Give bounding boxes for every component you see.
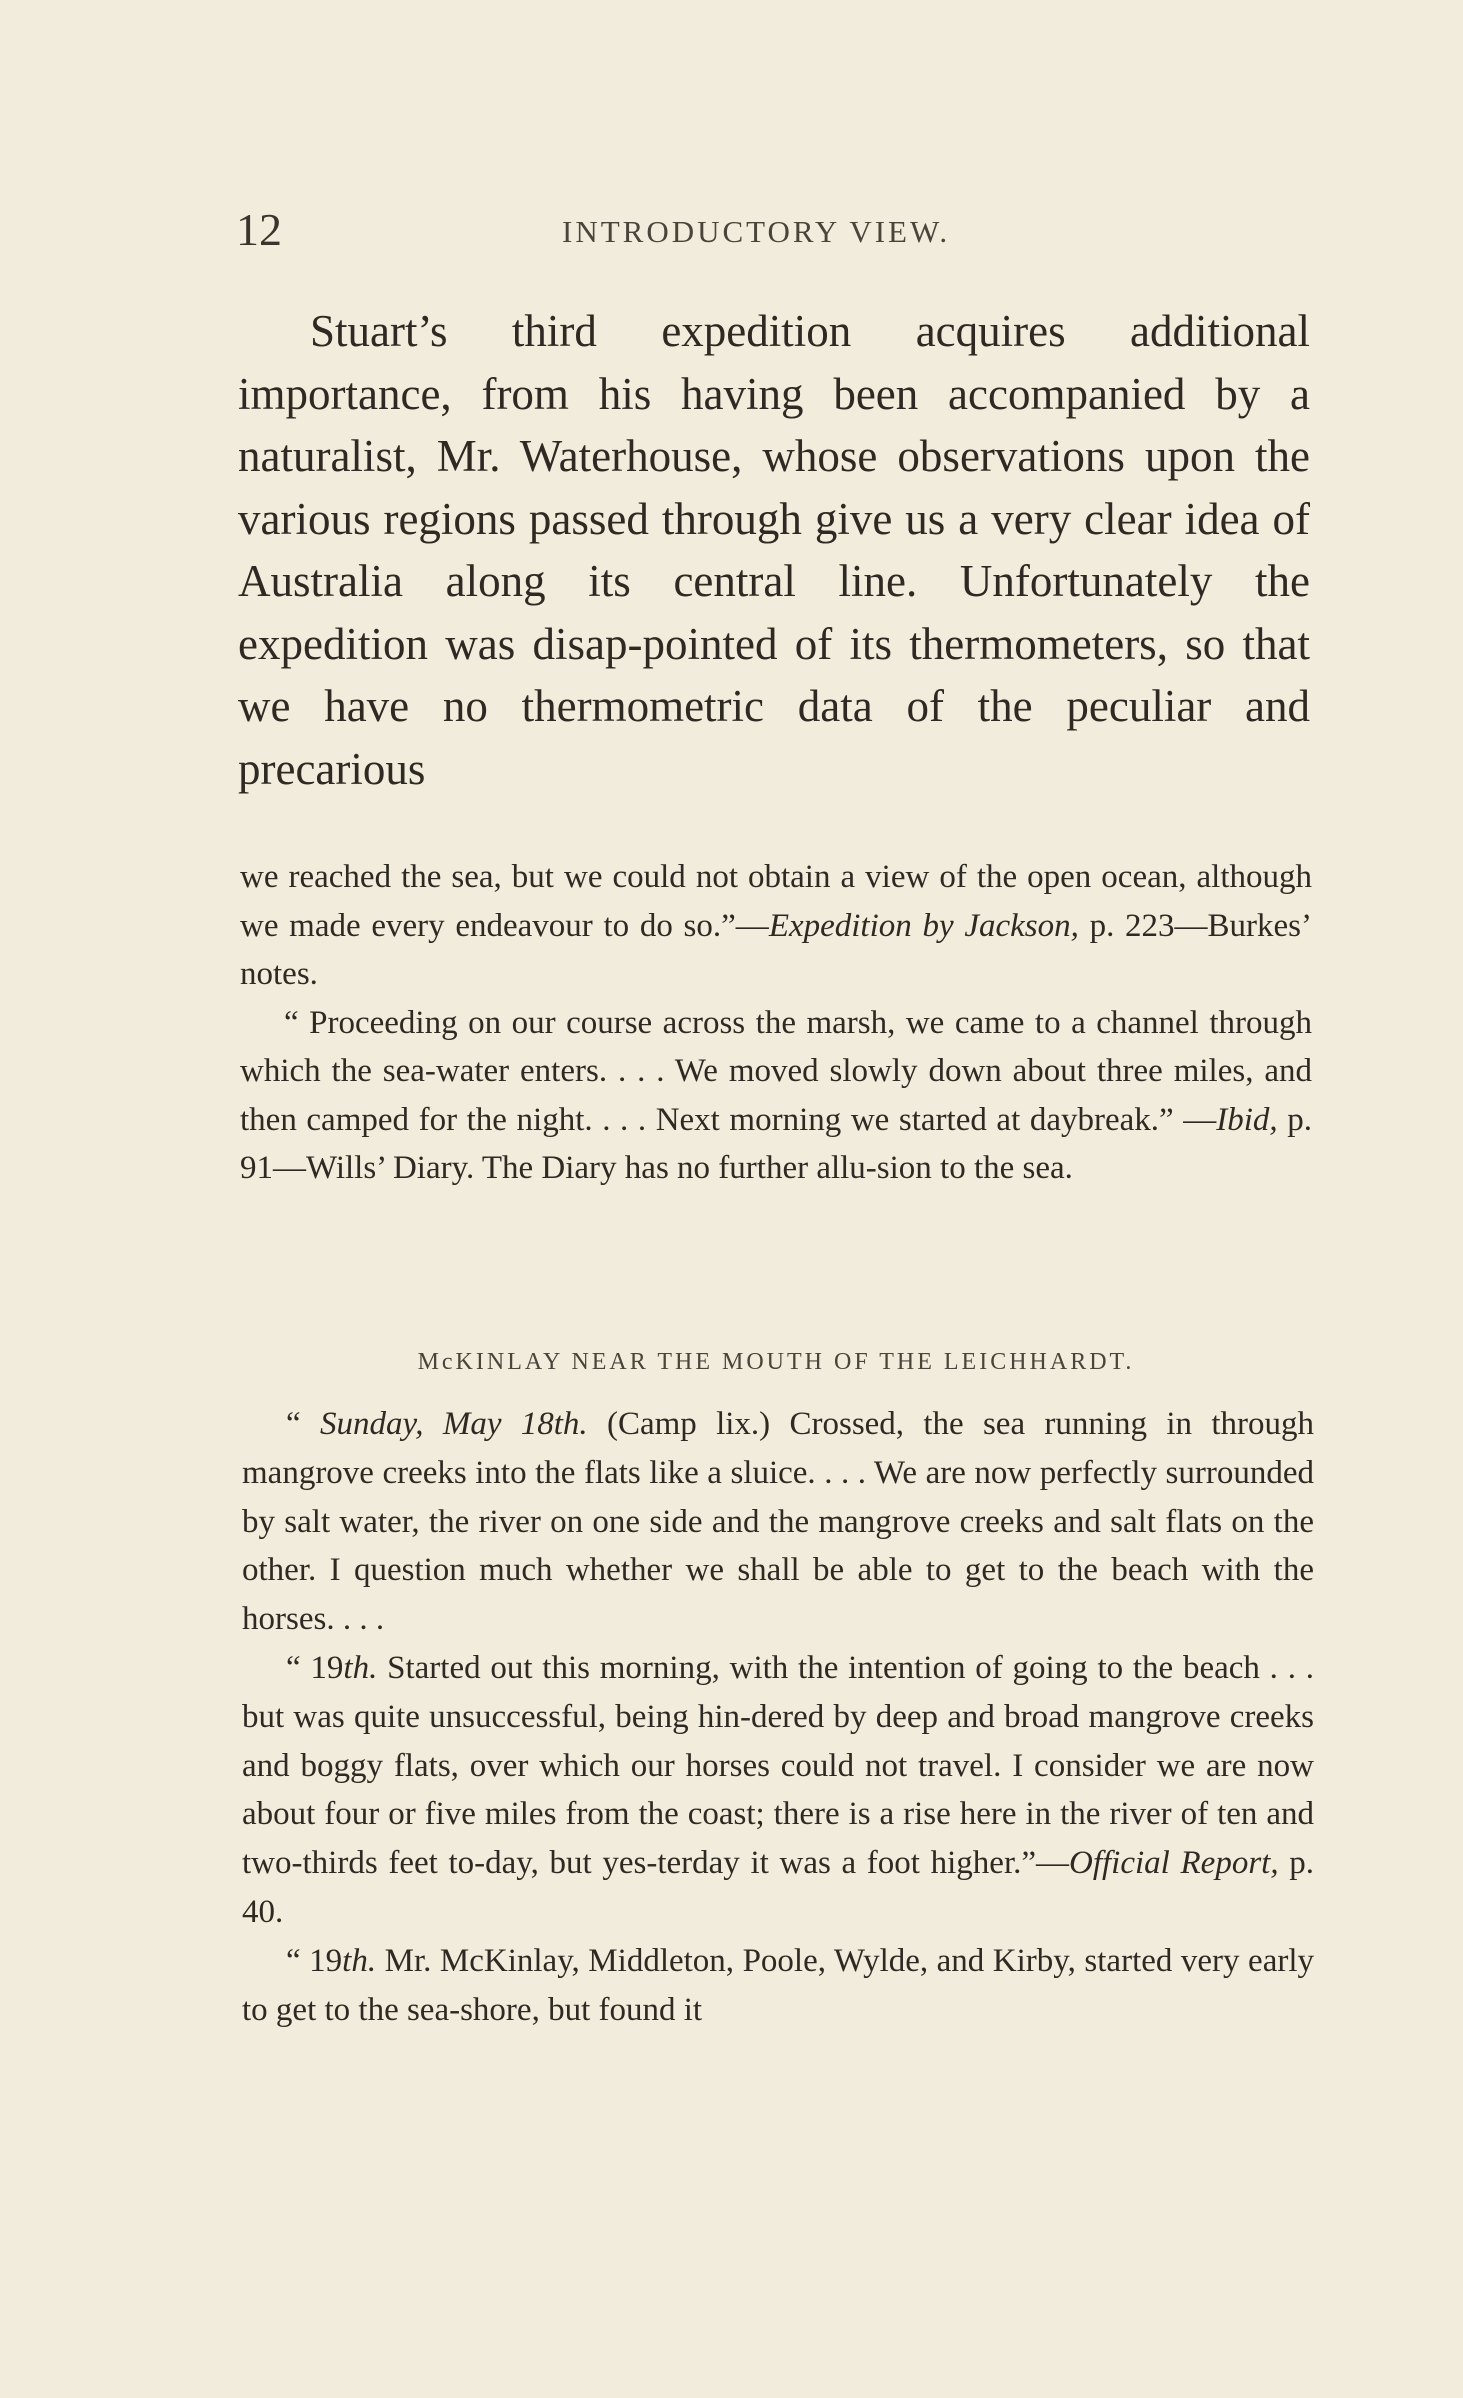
quote-open: “ [286, 1406, 320, 1442]
entry-date: Sunday, May 18th. [319, 1406, 588, 1442]
entry-day-suffix: th. [342, 1942, 377, 1979]
entry-day-suffix: th. [343, 1649, 378, 1686]
running-title: INTRODUCTORY VIEW. [562, 214, 951, 249]
note-1-tail: p. 223—Burkes’ notes. [240, 907, 1313, 992]
section-paragraph-3 [242, 1937, 1314, 2035]
note-1-text: we reached the sea, but we could not obtain a view of the open ocean, although we made every endeavour to do so.”— [240, 859, 1312, 944]
note-2-text: “ Proceeding on our course across the marsh, we came to a channel through which the sea-water enters. . . . We moved slowly down about three miles, and then camped for the night. . . . Next morning we started at daybreak.” — [240, 1004, 1312, 1138]
note-2-ibid: Ibid, [1216, 1101, 1278, 1138]
section-paragraph-2 [242, 1644, 1314, 1937]
entry-source-tail: p. 40. [242, 1845, 1314, 1930]
note-1-source: Expedition by Jackson, [768, 907, 1079, 944]
main-body-text [238, 300, 1310, 800]
section-paragraph-1 [242, 1400, 1314, 1644]
section-heading: McKINLAY NEAR THE MOUTH OF THE LEICHHARDT. [417, 1349, 1135, 1375]
page-number: 12 [236, 204, 282, 255]
entry-text: (Camp lix.) Crossed, the sea running in through mangrove creeks into the flats like a sluice. . . . We are now perfectly surrounded by salt water, the river on one side and the mangrove creeks and salt flats on the other. I question much whether we shall be able to get to the beach with the horses. . . . [242, 1406, 1314, 1638]
entry-day: “ 19 [286, 1942, 343, 1979]
entry-text: Started out this morning, with the intention of going to the beach . . . but was quite unsuccessful, being hin-dered by deep and broad mangrove creeks and boggy flats, over which our horses could not travel. I consider we are now about four or five miles from the coast; there is a rise here in the river of ten and two-thirds feet to-day, but yes-terday it was a foot higher.”— [242, 1649, 1314, 1882]
note-paragraph-2 [240, 999, 1312, 1193]
main-paragraph: Stuart’s third expedition acquires additional importance, from his having been accompanied by a naturalist, Mr. Waterhouse, whose observations upon the various regions passed through give us a very clear idea of Australia along its central line. Unfortunately the expedition was disap-pointed of its thermometers, so that we have no thermometric data of the peculiar and precarious [238, 306, 1310, 794]
footnotes [240, 853, 1312, 1193]
note-2-tail: p. 91—Wills’ Diary. The Diary has no further allu-sion to the sea. [240, 1101, 1313, 1186]
section-body-text [242, 1400, 1314, 2034]
entry-text: Mr. McKinlay, Middleton, Poole, Wylde, and Kirby, started very early to get to the sea-shore, but found it [242, 1942, 1314, 2028]
entry-day: “ 19 [286, 1649, 344, 1686]
note-paragraph-1 [240, 853, 1312, 999]
running-head [236, 200, 1276, 260]
entry-source: Official Report, [1069, 1845, 1279, 1882]
